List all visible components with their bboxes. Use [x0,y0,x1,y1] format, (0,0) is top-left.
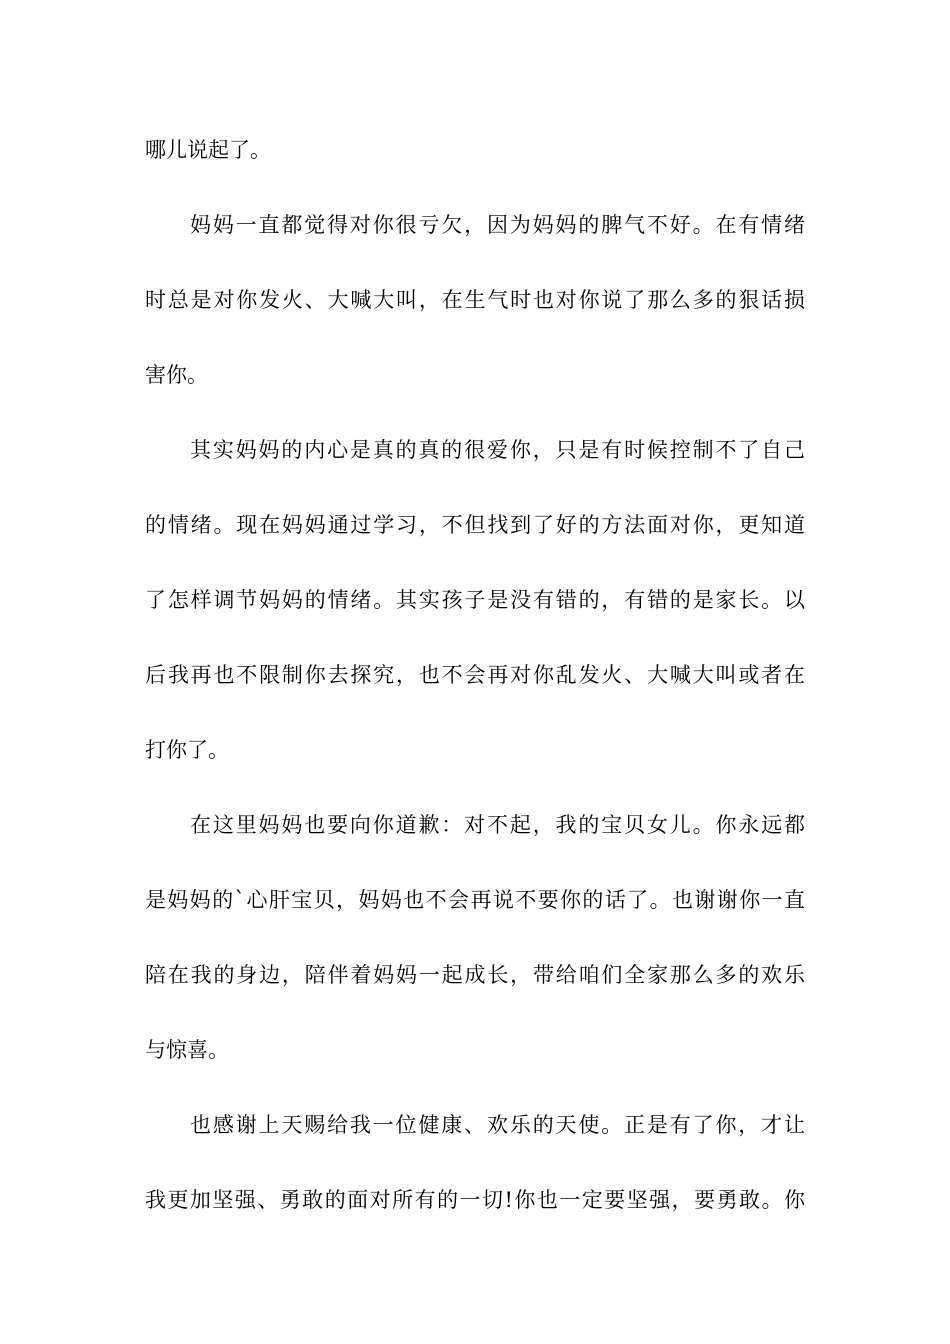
paragraph-line: 妈妈一直都觉得对你很亏欠，因为妈妈的脾气不好。在有情绪 [190,213,805,237]
paragraph-line: 与惊喜。 [145,1038,229,1062]
paragraph-line: 是妈妈的`心肝宝贝，妈妈也不会再说不要你的话了。也谢谢你一直 [145,888,805,912]
paragraph-line: 陪在我的身边，陪伴着妈妈一起成长，带给咱们全家那么多的欢乐 [145,963,805,987]
paragraph-line: 也感谢上天赐给我一位健康、欢乐的天使。正是有了你，才让 [190,1113,805,1137]
paragraph-line: 其实妈妈的内心是真的真的很爱你，只是有时候控制不了自己 [190,438,805,462]
paragraph-line: 我更加坚强、勇敢的面对所有的一切!你也一定要坚强，要勇敢。你 [145,1188,805,1212]
paragraph-line: 后我再也不限制你去探究，也不会再对你乱发火、大喊大叫或者在 [145,663,805,687]
paragraph-line: 打你了。 [145,738,229,762]
paragraph-line: 的情绪。现在妈妈通过学习，不但找到了好的方法面对你，更知道 [145,513,805,537]
paragraph-line: 了怎样调节妈妈的情绪。其实孩子是没有错的，有错的是家长。以 [145,588,805,612]
paragraph-line: 害你。 [145,363,208,387]
paragraph-line: 在这里妈妈也要向你道歉：对不起，我的宝贝女儿。你永远都 [190,813,805,837]
paragraph-line: 哪儿说起了。 [145,138,271,162]
paragraph-line: 时总是对你发火、大喊大叫，在生气时也对你说了那么多的狠话损 [145,288,805,312]
